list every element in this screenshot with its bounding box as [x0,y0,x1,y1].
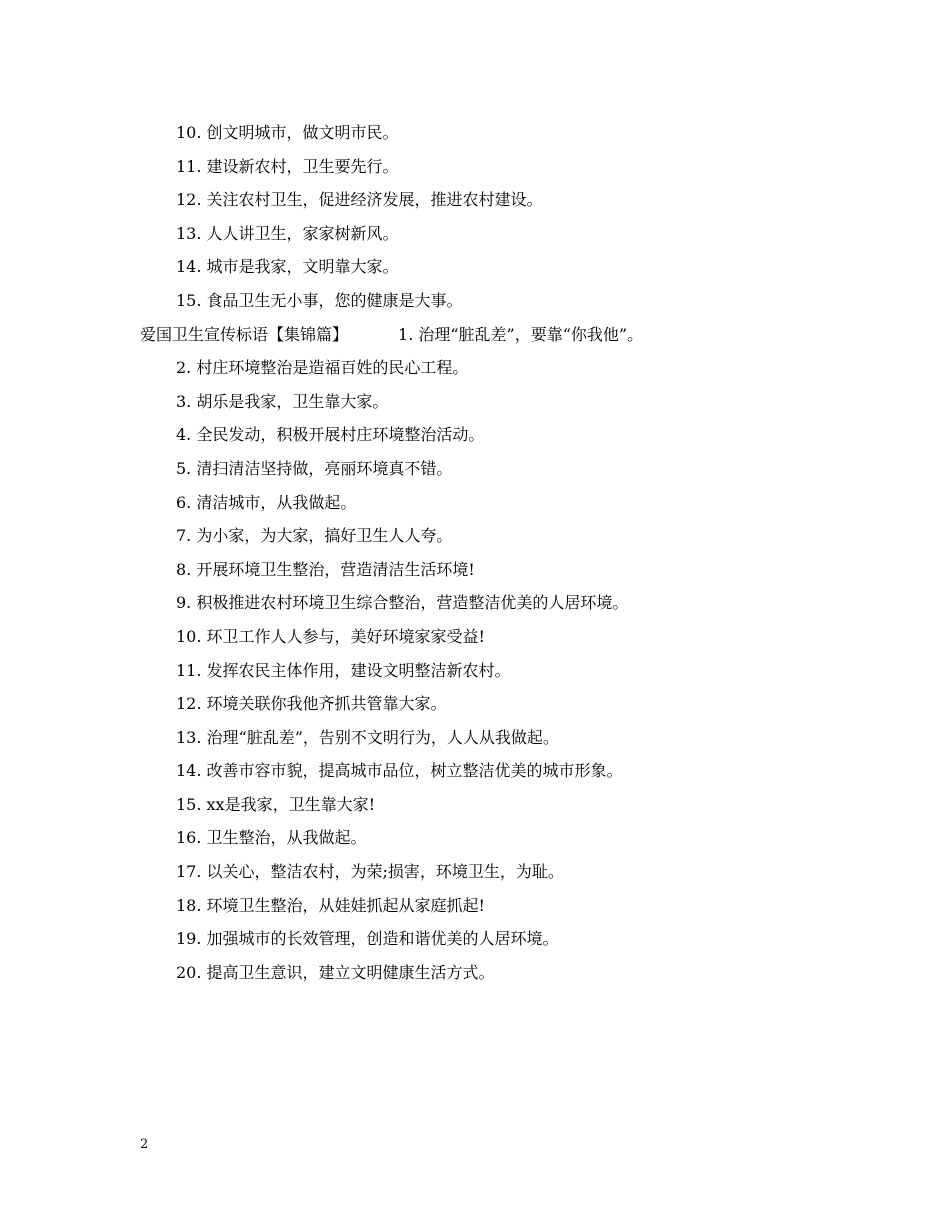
list-item: 12. 关注农村卫生，促进经济发展，推进农村建设。 [176,190,543,210]
list-item: 4. 全民发动，积极开展村庄环境整治活动。 [176,425,485,445]
list-item: 15. 食品卫生无小事，您的健康是大事。 [176,290,463,310]
list-item: 8. 开展环境卫生整治，营造清洁生活环境! [176,559,475,579]
list-item: 5. 清扫清洁坚持做，亮丽环境真不错。 [176,458,453,478]
list-item: 11. 建设新农村，卫生要先行。 [176,156,399,176]
list-item: 15. xx是我家，卫生靠大家! [176,794,376,814]
list-item: 13. 治理“脏乱差”，告别不文明行为，人人从我做起。 [176,727,559,747]
list-item: 14. 改善市容市貌，提高城市品位，树立整洁优美的城市形象。 [176,761,623,781]
list-item: 7. 为小家，为大家，搞好卫生人人夸。 [176,526,453,546]
list-item: 3. 胡乐是我家，卫生靠大家。 [176,391,389,411]
list-item: 10. 创文明城市，做文明市民。 [176,123,399,142]
list-item: 14. 城市是我家，文明靠大家。 [176,257,399,277]
list-item: 10. 环卫工作人人参与，美好环境家家受益! [176,626,485,646]
list-item: 18. 环境卫生整治，从娃娃抓起从家庭抓起! [176,895,485,915]
list-item: 2. 村庄环境整治是造福百姓的民心工程。 [176,358,469,378]
page-number: 2 [140,1137,149,1152]
section-heading-line [0,318,950,352]
section-title: 爱国卫生宣传标语【集锦篇】 [140,324,349,344]
list-item: 13. 人人讲卫生，家家树新风。 [176,223,399,243]
slogan-list [0,116,950,989]
list-item: 1. 治理“脏乱差”，要靠“你我他”。 [398,324,644,344]
list-item: 11. 发挥农民主体作用，建设文明整洁新农村。 [176,660,511,680]
list-item: 12. 环境关联你我他齐抓共管靠大家。 [176,694,447,714]
list-item: 16. 卫生整治，从我做起。 [176,828,367,848]
list-item: 17. 以关心，整洁农村，为荣;损害，环境卫生，为耻。 [176,862,564,882]
list-item: 20. 提高卫生意识，建立文明健康生活方式。 [176,962,495,982]
list-item: 9. 积极推进农村环境卫生综合整治，营造整洁优美的人居环境。 [176,593,629,613]
list-item: 19. 加强城市的长效管理，创造和谐优美的人居环境。 [176,929,559,949]
list-item: 6. 清洁城市，从我做起。 [176,492,357,512]
